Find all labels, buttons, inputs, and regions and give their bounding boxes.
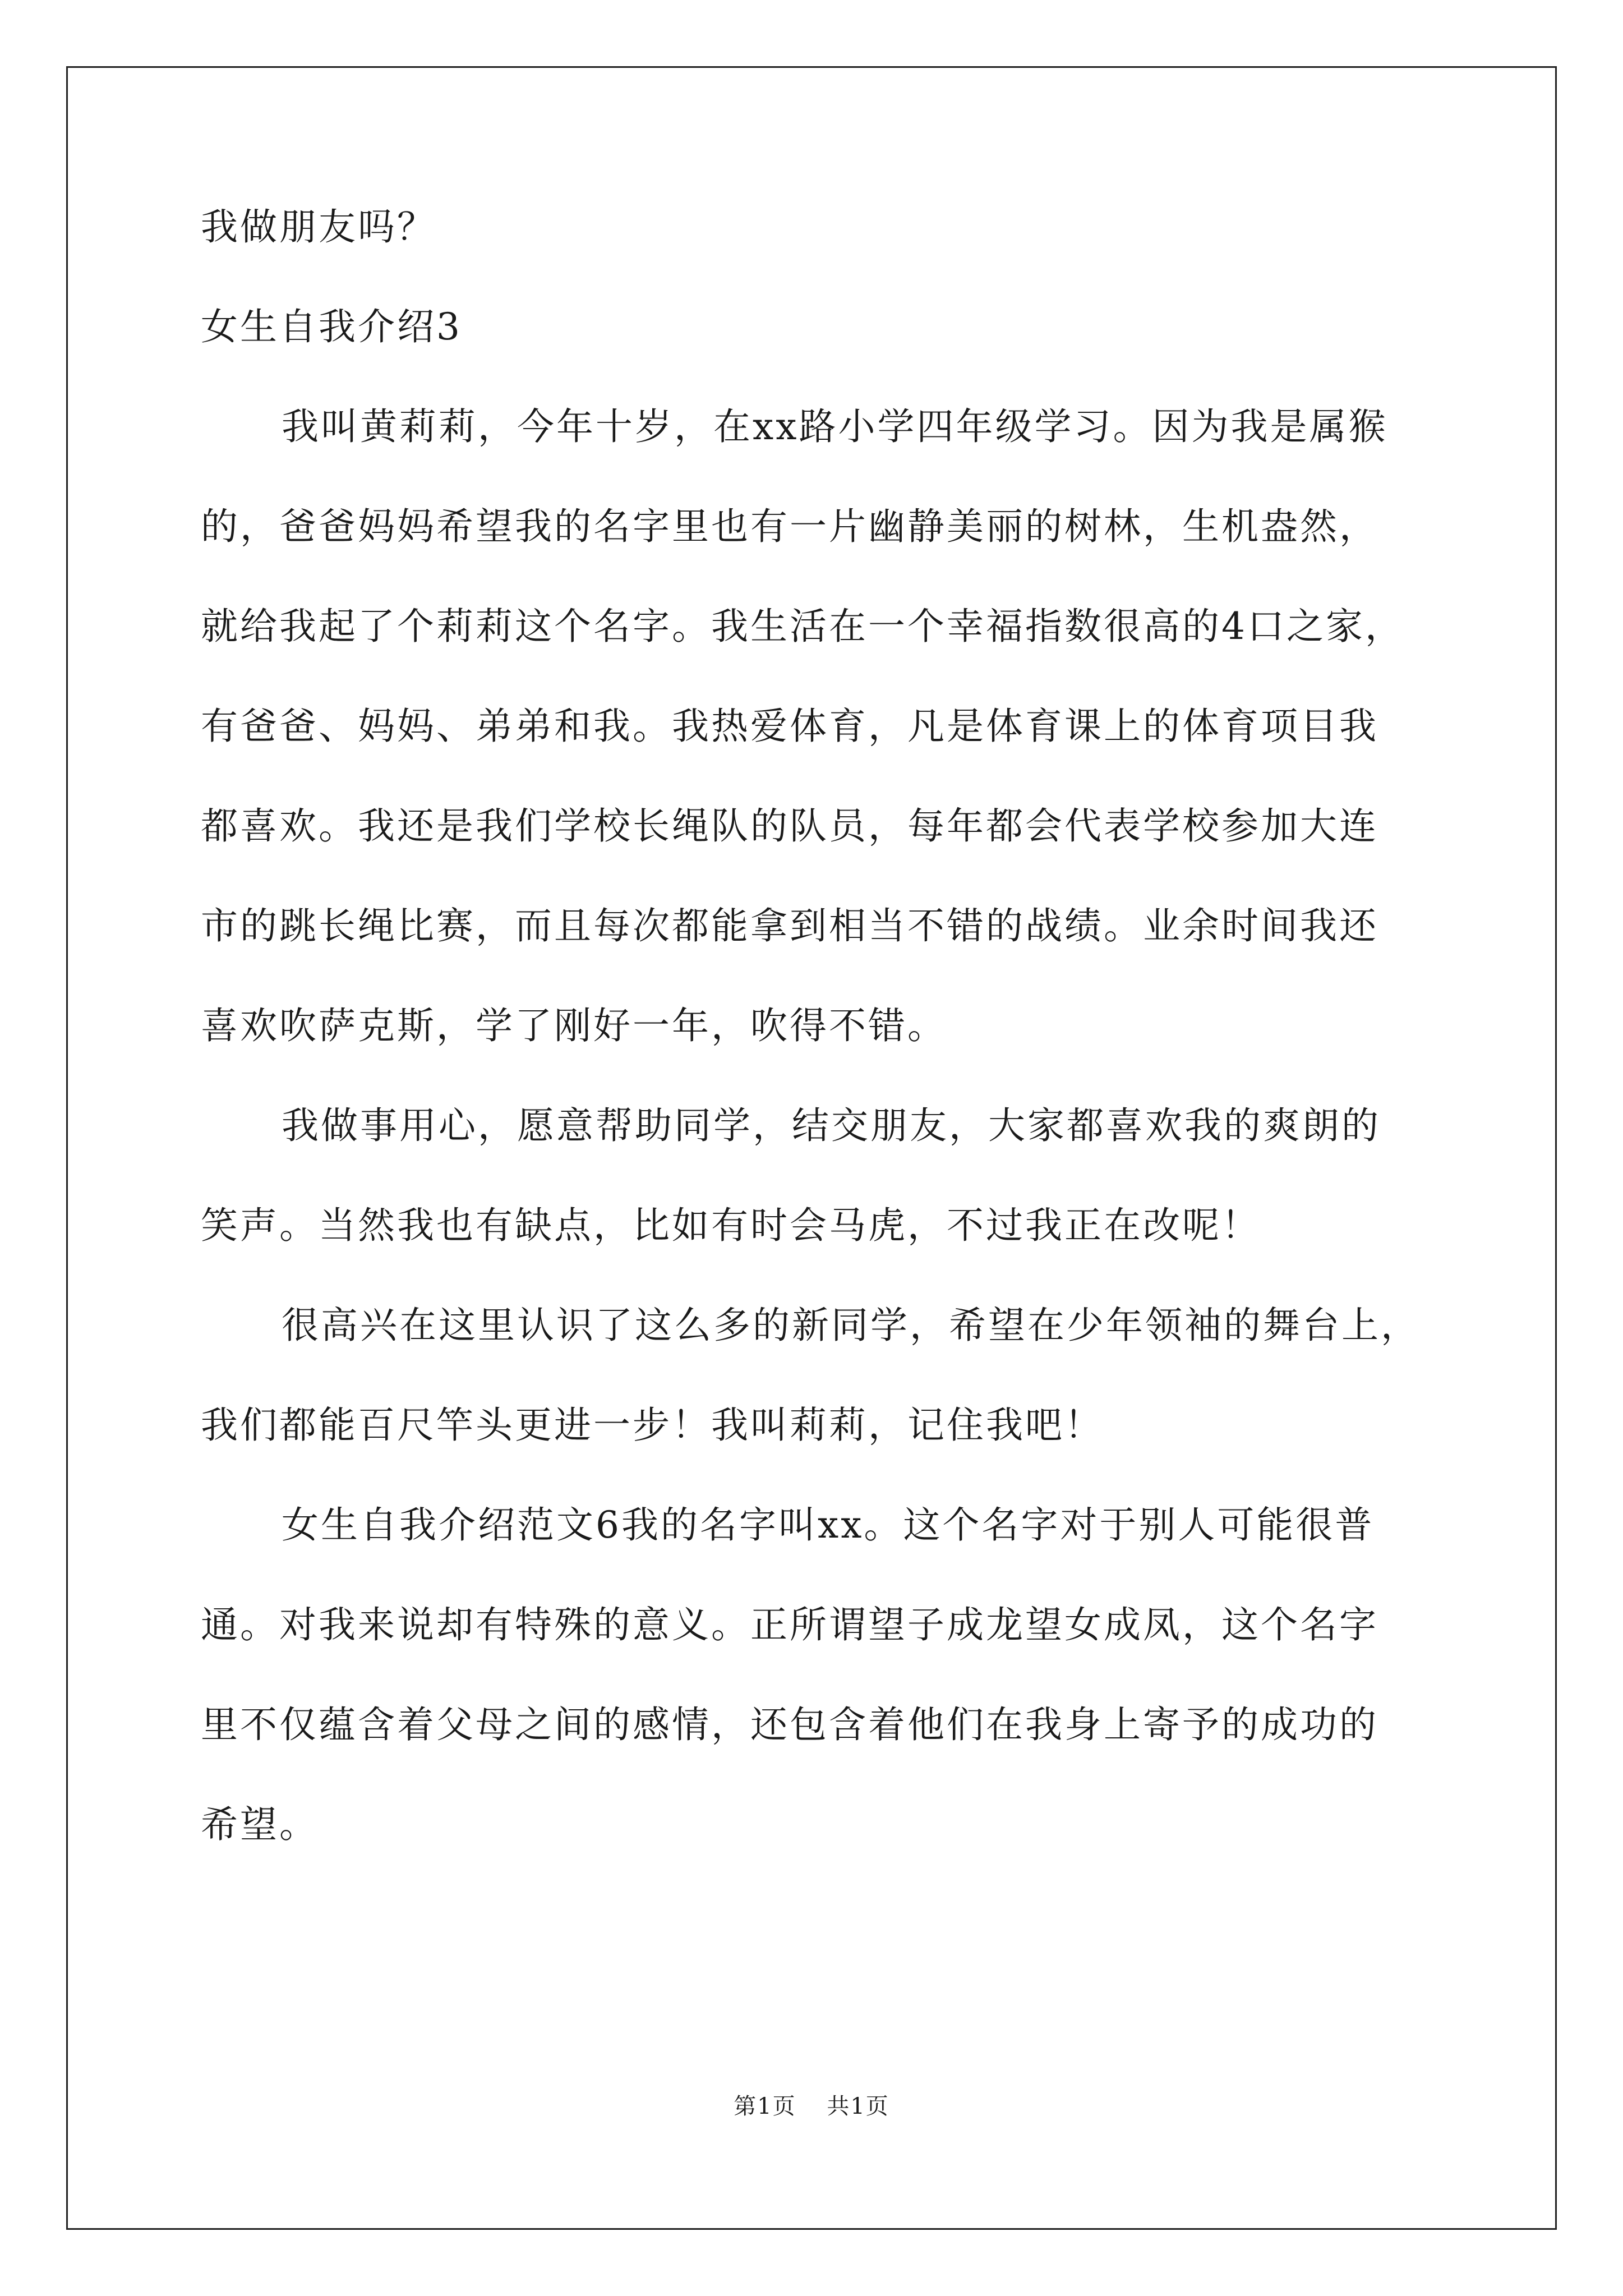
paragraph-row: 很高兴在这里认识了这么多的新同学，希望在少年领袖的舞台上，: [282, 1304, 1420, 1347]
paragraph-row: 笑声。当然我也有缺点，比如有时会马虎，不过我正在改呢！: [201, 1204, 1261, 1247]
text-line: 我做朋友吗？: [201, 205, 436, 249]
paragraph-row: 就给我起了个莉莉这个名字。我生活在一个幸福指数很高的4口之家，: [201, 605, 1404, 648]
paragraph-1: [201, 402, 1435, 1051]
paragraph-row: 的，爸爸妈妈希望我的名字里也有一片幽静美丽的树林，生机盎然，: [201, 505, 1378, 548]
paragraph-4: [201, 1500, 1435, 1850]
paragraph-row: 我们都能百尺竿头更进一步！我叫莉莉，记住我吧！: [201, 1404, 1104, 1447]
paragraph-row: 喜欢吹萨克斯，学了刚好一年，吹得不错。: [201, 1004, 947, 1047]
paragraph-row: 市的跳长绳比赛，而且每次都能拿到相当不错的战绩。业余时间我还: [201, 904, 1378, 947]
document-body: [201, 202, 1435, 1899]
paragraph-2: [201, 1101, 1435, 1251]
paragraph-row: 有爸爸、妈妈、弟弟和我。我热爱体育，凡是体育课上的体育项目我: [201, 705, 1378, 748]
paragraph-row: 我做事用心，愿意帮助同学，结交朋友，大家都喜欢我的爽朗的: [282, 1104, 1381, 1147]
paragraph-row: 通。对我来说却有特殊的意义。正所谓望子成龙望女成凤，这个名字: [201, 1603, 1378, 1646]
paragraph-row: 女生自我介绍范文6我的名字叫xx。这个名字对于别人可能很普: [282, 1503, 1375, 1547]
page-number: 第1页: [734, 2093, 796, 2119]
page-total: 共1页: [827, 2093, 889, 2119]
paragraph-row: 里不仅蕴含着父母之间的感情，还包含着他们在我身上寄予的成功的: [201, 1703, 1378, 1746]
paragraph-row: 都喜欢。我还是我们学校长绳队的队员，每年都会代表学校参加大连: [201, 804, 1378, 848]
paragraph-3: [201, 1300, 1435, 1451]
paragraph-row: 希望。: [201, 1803, 319, 1846]
page-footer: [0, 2092, 1623, 2120]
section-title: 女生自我介绍3: [201, 305, 462, 348]
paragraph-row: 我叫黄莉莉，今年十岁，在xx路小学四年级学习。因为我是属猴: [282, 405, 1388, 448]
